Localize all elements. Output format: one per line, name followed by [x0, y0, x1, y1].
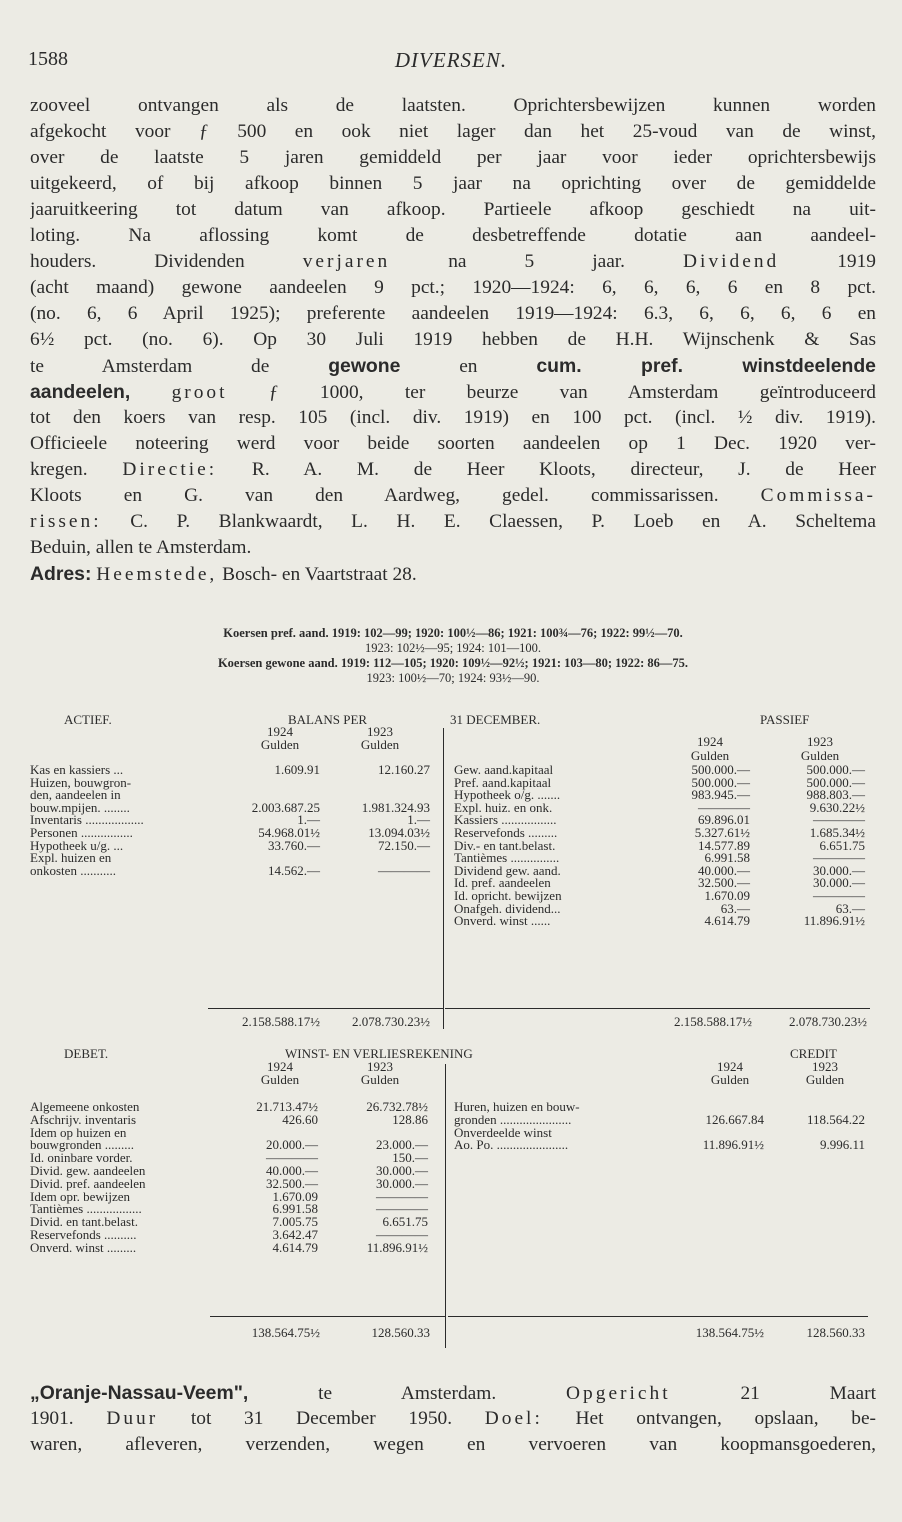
unit-header: Gulden: [360, 1072, 400, 1087]
debet-row-label: Id. oninbare vorder.: [30, 1150, 133, 1166]
actief-row-value-1923: 13.094.03½: [368, 825, 430, 840]
year-header: 1924: [267, 724, 293, 739]
text-line: [30, 1380, 876, 1406]
bold-term: aandeelen,: [30, 381, 131, 403]
passief-row-label: Kassiers .................: [454, 812, 557, 828]
passief-row-value-1923: 6.651.75: [819, 837, 865, 853]
text-run: te Amsterdam.: [318, 1383, 497, 1404]
debet-row-label: Onverd. winst .........: [30, 1239, 137, 1255]
spaced-term: rissen:: [30, 511, 102, 532]
text-line: loting. Na aflossing komt de desbetreffende dotatie aan aandeel-: [30, 225, 876, 246]
unit-header: Gulden: [800, 748, 840, 763]
actief-row-label: Personen ................: [30, 825, 133, 840]
passief-row-value-1923: 9.630.22½: [809, 799, 865, 815]
passief-row-value-1923: 988.803.—: [806, 787, 865, 803]
passief-row-value-1924: 500.000.—: [691, 774, 750, 790]
debet-total-1923: 128.560.33: [371, 1325, 430, 1340]
passief-total-1924: 2.158.588.17½: [674, 1014, 752, 1029]
debet-row-value-1924: 21.713.47½: [256, 1099, 318, 1114]
text-run: en: [459, 356, 478, 377]
year-header: 1923: [812, 1059, 838, 1074]
debet-row-value-1923: ————: [376, 1227, 428, 1242]
actief-row-label: Huizen, bouwgron-: [30, 774, 132, 790]
passief-total-1923: 2.078.730.23½: [789, 1014, 867, 1029]
address-line: [30, 561, 876, 587]
year-header: 1924: [717, 1059, 743, 1074]
debet-row-value-1924: 6.991.58: [272, 1201, 318, 1217]
balance-sheet: [30, 714, 876, 1029]
text-run: tot 31 December 1950.: [190, 1408, 453, 1429]
debet-heading: DEBET.: [64, 1046, 109, 1061]
debet-row-value-1923: 23.000.—: [376, 1137, 428, 1153]
passief-row-value-1924: 69.896.01: [698, 812, 750, 828]
spaced-term: groot: [171, 382, 228, 403]
actief-row-value-1924: 2.003.687.25: [251, 799, 320, 815]
actief-heading: ACTIEF.: [64, 712, 112, 727]
debet-row-label: Idem op huizen en: [30, 1124, 127, 1140]
text-line: [30, 379, 876, 405]
balance-date: 31 DECEMBER.: [450, 712, 541, 727]
actief-row-value-1923: 12.160.27: [378, 762, 430, 777]
text-line: [30, 353, 876, 379]
text-run: houders. Dividenden: [30, 251, 245, 272]
next-company-entry: [30, 1380, 876, 1458]
debet-row-value-1924: 7.005.75: [272, 1214, 318, 1230]
passief-row-value-1924: 500.000.—: [691, 762, 750, 777]
credit-row-value-1924: 11.896.91½: [702, 1137, 764, 1153]
price-values: 1919: 112—105; 1920: 109½—92½; 1921: 103—80; 1922: 86—75.: [340, 656, 689, 670]
actief-row-value-1924: 33.760.—: [268, 837, 320, 853]
passief-row-label: Pref. aand.kapitaal: [454, 774, 552, 790]
debet-row-value-1923: 128.86: [392, 1111, 428, 1127]
text-run: ƒ 1000, ter beurze van Amsterdam geïntroduceerd: [268, 382, 876, 403]
unit-header: Gulden: [260, 1072, 300, 1087]
spaced-term: Dividend: [683, 251, 780, 272]
debet-row-value-1924: 20.000.—: [266, 1137, 318, 1153]
actief-row-label: Kas en kassiers ...: [30, 762, 124, 777]
passief-row-value-1923: ————: [813, 888, 865, 903]
address-label: Adres:: [30, 563, 92, 585]
debet-row-value-1924: 4.614.79: [272, 1239, 318, 1255]
passief-row-value-1924: 63.—: [720, 900, 750, 916]
price-label: Koersen pref. aand.: [223, 626, 329, 640]
text-run: na 5 jaar.: [448, 251, 626, 272]
actief-row-value-1924: 1.—: [297, 812, 320, 828]
total-rule: [208, 1008, 443, 1009]
credit-row-value-1923: 9.996.11: [819, 1137, 865, 1153]
price-line: [30, 656, 876, 671]
debet-row-value-1923: ————: [376, 1188, 428, 1204]
debet-row-value-1924: 3.642.47: [272, 1227, 318, 1242]
debet-row-label: Divid. pref. aandeelen: [30, 1175, 146, 1191]
debet-total-1924: 138.564.75½: [251, 1325, 320, 1340]
text-run: R. A. M. de Heer Kloots, directeur, J. de Heer: [251, 459, 876, 480]
unit-header: Gulden: [690, 748, 730, 763]
text-run: Kloots en G. van den Aardweg, gedel. commissarissen.: [30, 485, 719, 506]
passief-row-value-1924: 40.000.—: [698, 862, 750, 878]
passief-row-value-1923: 1.685.34½: [809, 825, 865, 840]
spaced-term: Heemstede,: [96, 564, 218, 585]
actief-row-label: bouw.mpijen. ........: [30, 799, 130, 815]
spaced-term: Opgericht: [566, 1383, 671, 1404]
actief-row-value-1923: ————: [378, 862, 430, 878]
text-line: waren, afleveren, verzenden, wegen en vervoeren van koopmansgoederen,: [30, 1434, 876, 1455]
actief-total-1923: 2.078.730.23½: [352, 1014, 430, 1029]
passief-row-label: Div.- en tant.belast.: [454, 837, 556, 853]
company-name: „Oranje-Nassau-Veem",: [30, 1382, 249, 1404]
passief-row-value-1923: 30.000.—: [813, 875, 865, 891]
text-run: 1901.: [30, 1408, 74, 1429]
debet-row-value-1924: 32.500.—: [266, 1175, 318, 1191]
share-prices: [30, 626, 876, 686]
year-header: 1923: [807, 734, 833, 749]
bold-term: cum. pref. winstdeelende: [536, 355, 876, 377]
debet-row-value-1923: 6.651.75: [382, 1214, 428, 1230]
price-line: 1923: 102½—95; 1924: 101—100.: [364, 641, 542, 655]
credit-row-value-1924: 126.667.84: [705, 1111, 764, 1127]
passief-row-value-1924: 6.991.58: [704, 850, 750, 866]
actief-row-label: den, aandeelen in: [30, 787, 121, 803]
passief-heading: PASSIEF: [760, 712, 810, 727]
passief-row-value-1924: 32.500.—: [698, 875, 750, 891]
company-description: [30, 93, 876, 587]
debet-row-value-1923: ————: [376, 1201, 428, 1217]
spaced-term: Directie:: [122, 459, 218, 480]
debet-row-value-1924: 1.670.09: [272, 1188, 318, 1204]
text-run: C. P. Blankwaardt, L. H. E. Claessen, P. Loeb en A. Scheltema: [130, 511, 876, 532]
text-line: afgekocht voor ƒ 500 en ook niet lager dan het 25-voud van de winst,: [30, 121, 876, 142]
spaced-term: Duur: [106, 1408, 159, 1429]
year-header: 1924: [697, 734, 723, 749]
debet-row-label: Divid. gew. aandeelen: [30, 1163, 146, 1178]
price-line: [30, 626, 876, 641]
actief-row-label: onkosten ...........: [30, 862, 116, 878]
price-values: 1919: 102—99; 1920: 100½—86; 1921: 100¾—76; 1922: 99½—70.: [331, 626, 683, 640]
debet-row-label: Idem opr. bewijzen: [30, 1188, 130, 1204]
passief-row-value-1924: 4.614.79: [704, 913, 750, 929]
debet-row-value-1924: ————: [266, 1150, 318, 1166]
running-title: DIVERSEN.: [394, 48, 508, 72]
unit-header: Gulden: [805, 1072, 845, 1087]
credit-total-1923: 128.560.33: [806, 1325, 865, 1340]
text-run: kregen.: [30, 459, 88, 480]
passief-row-label: Onverd. winst ......: [454, 913, 551, 929]
debet-row-value-1923: 11.896.91½: [366, 1239, 428, 1255]
text-line: (no. 6, 6 April 1925); preferente aandeelen 1919—1924: 6.3, 6, 6, 6, 6 en: [30, 303, 876, 324]
text-line: tot den koers van resp. 105 (incl. div. 1919) en 100 pct. (incl. ½ div. 1919).: [30, 407, 876, 428]
year-header: 1924: [267, 1059, 293, 1074]
text-line: jaaruitkeering tot datum van afkoop. Partieele afkoop geschiedt na uit-: [30, 199, 876, 220]
profit-loss-account: [30, 1048, 876, 1348]
spaced-term: verjaren: [302, 251, 391, 272]
page-number: 1588: [28, 48, 68, 70]
actief-row-value-1923: 72.150.—: [378, 837, 430, 853]
passief-row-label: Id. pref. aandeelen: [454, 875, 551, 891]
debet-row-value-1923: 150.—: [392, 1150, 428, 1166]
passief-row-value-1923: ————: [813, 850, 865, 866]
passief-row-value-1923: ————: [813, 812, 865, 828]
text-line: [30, 483, 876, 509]
actief-row-value-1923: 1.—: [407, 812, 430, 828]
total-rule: [445, 1008, 870, 1009]
passief-row-value-1923: 500.000.—: [806, 762, 865, 777]
year-header: 1923: [367, 1059, 393, 1074]
text-run: Het ontvangen, opslaan, be-: [575, 1408, 876, 1429]
passief-row-value-1923: 500.000.—: [806, 774, 865, 790]
passief-row-value-1924: 5.327.61½: [694, 825, 750, 840]
actief-row-value-1924: 1.609.91: [274, 762, 320, 777]
debet-row-label: Afschrijv. inventaris: [30, 1111, 137, 1127]
debet-row-value-1924: 426.60: [282, 1111, 318, 1127]
actief-row-value-1923: 1.981.324.93: [361, 799, 430, 815]
total-rule: [448, 1316, 868, 1317]
spaced-term: Doel:: [484, 1408, 543, 1429]
price-line: 1923: 100½—70; 1924: 93½—90.: [366, 671, 540, 685]
passief-row-label: Reservefonds .........: [454, 825, 558, 840]
passief-row-value-1923: 11.896.91½: [803, 913, 865, 929]
text-run: 1919: [837, 251, 876, 272]
year-header: 1923: [367, 724, 393, 739]
actief-row-value-1924: 14.562.—: [268, 862, 320, 878]
debet-row-label: Algemeene onkosten: [30, 1099, 140, 1114]
text-line: [30, 249, 876, 275]
profit-loss-title: WINST- EN VERLIESREKENING: [285, 1046, 473, 1061]
debet-row-value-1924: 40.000.—: [266, 1163, 318, 1178]
bold-term: gewone: [328, 355, 401, 377]
spaced-term: Commissa-: [760, 485, 876, 506]
passief-row-label: Onafgeh. dividend...: [454, 900, 561, 916]
text-run: Bosch- en Vaartstraat 28.: [222, 564, 417, 585]
balance-title: BALANS PER: [288, 712, 368, 727]
actief-total-1924: 2.158.588.17½: [242, 1014, 320, 1029]
debet-row-label: Tantièmes .................: [30, 1201, 142, 1217]
credit-row-label: Onverdeelde winst: [454, 1124, 552, 1140]
passief-row-value-1924: 983.945.—: [691, 787, 750, 803]
actief-row-value-1924: 54.968.01½: [258, 825, 320, 840]
price-label: Koersen gewone aand.: [217, 656, 338, 670]
text-line: Beduin, allen te Amsterdam.: [30, 537, 252, 558]
debet-row-label: Reservefonds ..........: [30, 1227, 137, 1242]
debet-row-value-1923: 26.732.78½: [366, 1099, 428, 1114]
passief-row-value-1923: 63.—: [835, 900, 865, 916]
credit-row-label: Ao. Po. ......................: [454, 1137, 569, 1153]
passief-row-label: Expl. huiz. en onk.: [454, 799, 553, 815]
column-divider: [443, 728, 444, 1029]
passief-row-label: Dividend gew. aand.: [454, 862, 561, 878]
text-line: [30, 457, 876, 483]
passief-row-value-1924: ————: [698, 799, 750, 815]
credit-row-label: Huren, huizen en bouw-: [454, 1099, 580, 1114]
credit-row-label: gronden ......................: [454, 1111, 572, 1127]
unit-header: Gulden: [710, 1072, 750, 1087]
debet-row-value-1923: 30.000.—: [376, 1163, 428, 1178]
passief-row-value-1924: 1.670.09: [704, 888, 750, 903]
text-line: [30, 1406, 876, 1432]
text-line: over de laatste 5 jaren gemiddeld per jaar voor ieder oprichtersbewijs: [30, 147, 876, 168]
unit-header: Gulden: [260, 737, 300, 752]
actief-row-label: Expl. huizen en: [30, 850, 112, 866]
text-line: Officieele noteering werd voor beide soorten aandeelen op 1 Dec. 1920 ver-: [30, 433, 876, 454]
credit-heading: CREDIT: [790, 1046, 837, 1061]
page-header: [28, 48, 874, 78]
passief-row-label: Hypotheek o/g. .......: [454, 787, 561, 803]
passief-row-label: Gew. aand.kapitaal: [454, 762, 554, 777]
text-run: te Amsterdam de: [30, 356, 270, 377]
text-line: 6½ pct. (no. 6). Op 30 Juli 1919 hebben de H.H. Wijnschenk & Sas: [30, 329, 876, 350]
passief-row-label: Tantièmes ...............: [454, 850, 560, 866]
total-rule: [210, 1316, 445, 1317]
passief-row-label: Id. opricht. bewijzen: [454, 888, 562, 903]
debet-row-label: Divid. en tant.belast.: [30, 1214, 138, 1230]
text-line: (acht maand) gewone aandeelen 9 pct.; 1920—1924: 6, 6, 6, 6 en 8 pct.: [30, 277, 876, 298]
text-run: 21 Maart: [740, 1383, 876, 1404]
actief-row-label: Inventaris ..................: [30, 812, 144, 828]
unit-header: Gulden: [360, 737, 400, 752]
credit-row-value-1923: 118.564.22: [806, 1111, 865, 1127]
text-line: zooveel ontvangen als de laatsten. Oprichtersbewijzen kunnen worden: [30, 95, 876, 116]
passief-row-value-1923: 30.000.—: [813, 862, 865, 878]
credit-total-1924: 138.564.75½: [695, 1325, 764, 1340]
debet-row-value-1923: 30.000.—: [376, 1175, 428, 1191]
text-line: uitgekeerd, of bij afkoop binnen 5 jaar na oprichting over de gemiddelde: [30, 173, 876, 194]
debet-row-label: bouwgronden .........: [30, 1137, 134, 1153]
text-line: [30, 509, 876, 535]
actief-row-label: Hypotheek u/g. ...: [30, 837, 124, 853]
passief-row-value-1924: 14.577.89: [698, 837, 750, 853]
column-divider: [445, 1064, 446, 1348]
